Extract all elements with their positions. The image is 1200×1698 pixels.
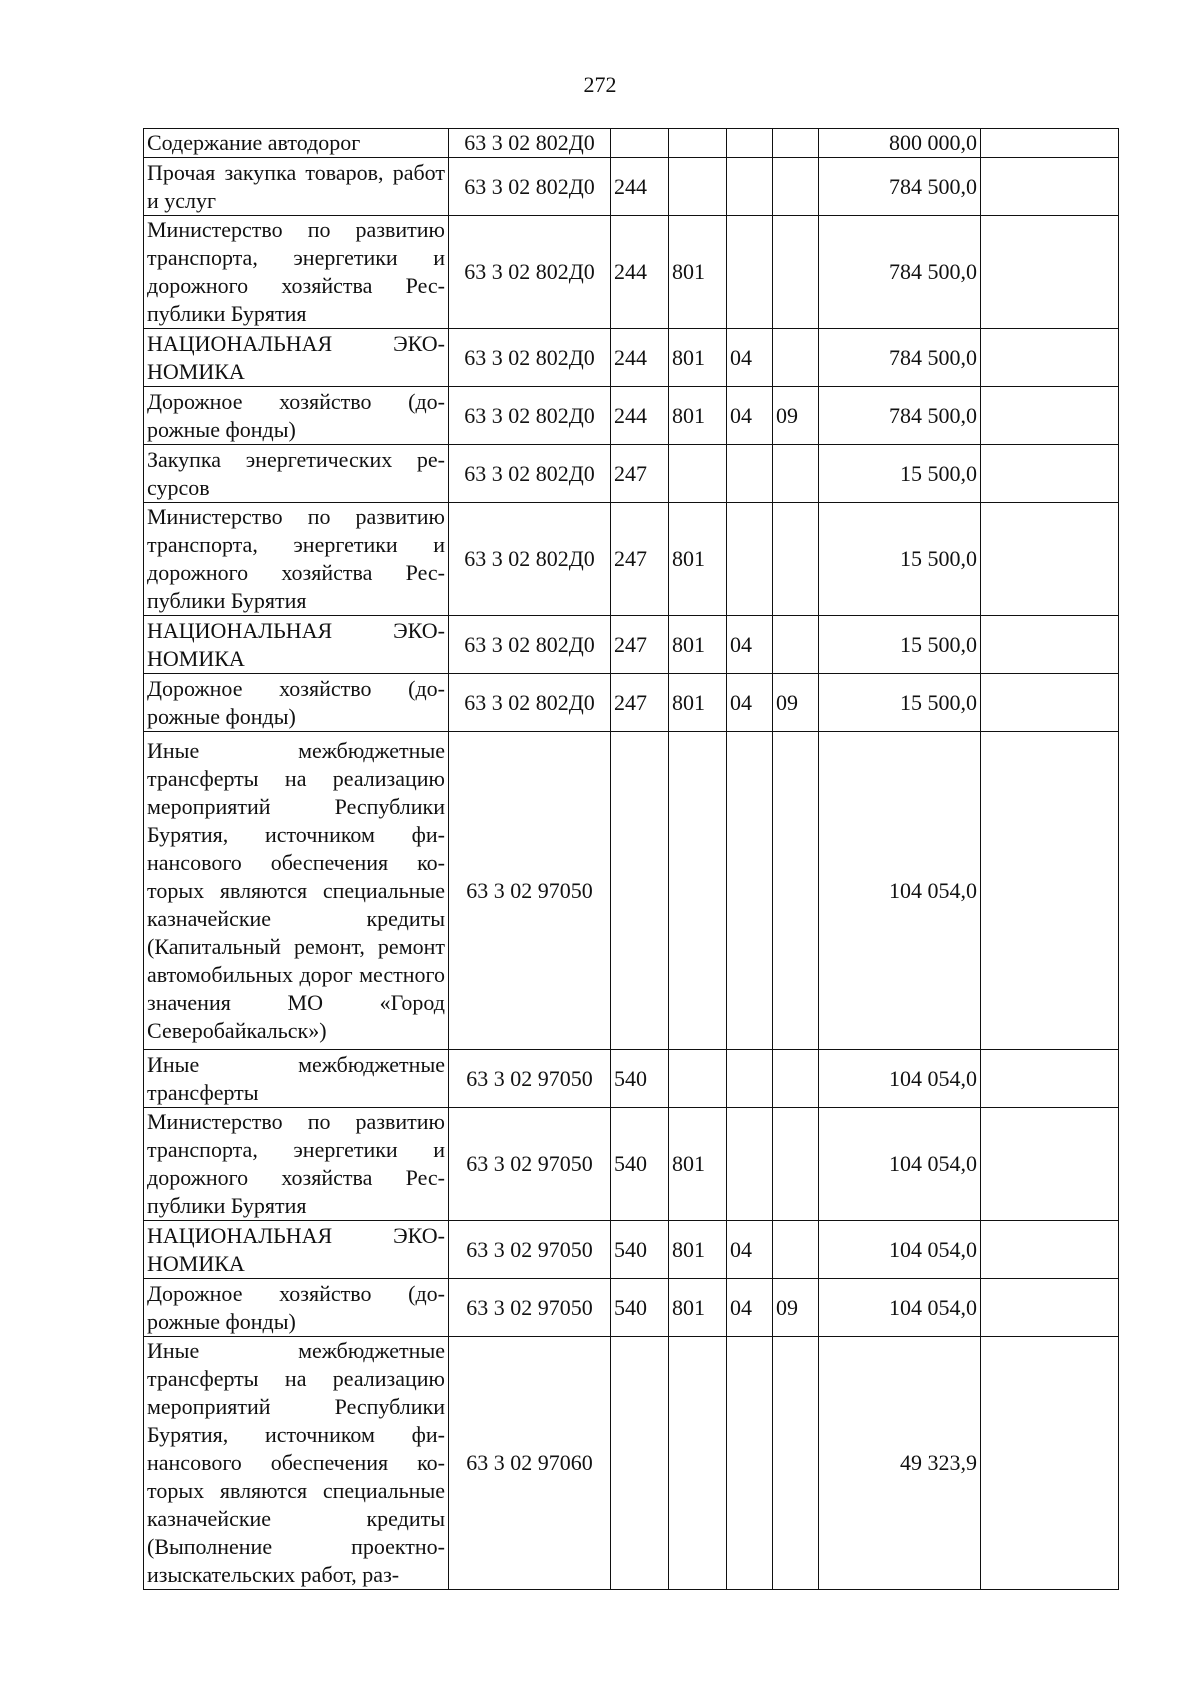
row-name-cell: Иные межбюджетные трансферты [144, 1050, 449, 1108]
row-name-cell: Иные межбюджетные трансферты на реализацию мероприятий Республики Бурятия, источником финансового обеспечения которых являются специальные казначейские кредиты (Капитальный ремонт, ремонт автомобильных дорог местного значения МО «Город Северобайкальск») [144, 732, 449, 1050]
target-article-code-cell: 63 3 02 802Д0 [449, 129, 611, 158]
table-row [144, 129, 1119, 158]
main-manager-code-cell [669, 1050, 727, 1108]
expense-type-cell: 247 [611, 503, 669, 616]
main-manager-code-cell: 801 [669, 1279, 727, 1337]
extra-cell [981, 158, 1119, 216]
extra-cell [981, 129, 1119, 158]
amount-cell: 784 500,0 [819, 216, 981, 329]
extra-cell [981, 387, 1119, 445]
expense-type-cell: 247 [611, 616, 669, 674]
main-manager-code-cell [669, 158, 727, 216]
target-article-code-cell: 63 3 02 802Д0 [449, 445, 611, 503]
section-code-cell [727, 158, 773, 216]
table-row [144, 1221, 1119, 1279]
target-article-code-cell: 63 3 02 802Д0 [449, 503, 611, 616]
amount-cell: 15 500,0 [819, 674, 981, 732]
extra-cell [981, 445, 1119, 503]
main-manager-code-cell: 801 [669, 503, 727, 616]
extra-cell [981, 1337, 1119, 1590]
page-number: 272 [583, 72, 617, 97]
section-code-cell: 04 [727, 387, 773, 445]
target-article-code-cell: 63 3 02 97050 [449, 732, 611, 1050]
expense-type-cell: 244 [611, 329, 669, 387]
main-manager-code-cell [669, 732, 727, 1050]
amount-cell: 104 054,0 [819, 1221, 981, 1279]
row-name-cell: Закупка энергетических ресурсов [144, 445, 449, 503]
extra-cell [981, 1279, 1119, 1337]
amount-cell: 800 000,0 [819, 129, 981, 158]
subsection-code-cell: 09 [773, 387, 819, 445]
amount-cell: 784 500,0 [819, 329, 981, 387]
table-row [144, 158, 1119, 216]
row-name-cell: Министерство по развитию транспорта, энергетики и дорожного хозяйства Республики Бурятия [144, 216, 449, 329]
main-manager-code-cell: 801 [669, 1221, 727, 1279]
amount-cell: 104 054,0 [819, 1050, 981, 1108]
subsection-code-cell: 09 [773, 674, 819, 732]
subsection-code-cell [773, 732, 819, 1050]
subsection-code-cell [773, 1337, 819, 1590]
section-code-cell: 04 [727, 616, 773, 674]
row-name-cell: Иные межбюджетные трансферты на реализацию мероприятий Республики Бурятия, источником финансового обеспечения которых являются специальные казначейские кредиты (Выполнение проектно-изыскательских работ, раз- [144, 1337, 449, 1590]
row-name-cell: Министерство по развитию транспорта, энергетики и дорожного хозяйства Республики Бурятия [144, 1108, 449, 1221]
subsection-code-cell [773, 445, 819, 503]
expense-type-cell: 244 [611, 158, 669, 216]
main-manager-code-cell: 801 [669, 216, 727, 329]
expense-type-cell [611, 732, 669, 1050]
subsection-code-cell: 09 [773, 1279, 819, 1337]
section-code-cell: 04 [727, 329, 773, 387]
target-article-code-cell: 63 3 02 97060 [449, 1337, 611, 1590]
target-article-code-cell: 63 3 02 802Д0 [449, 616, 611, 674]
row-name-cell: НАЦИОНАЛЬНАЯ ЭКОНОМИКА [144, 329, 449, 387]
table-row [144, 387, 1119, 445]
amount-cell: 104 054,0 [819, 1279, 981, 1337]
section-code-cell: 04 [727, 674, 773, 732]
budget-table-body [144, 129, 1119, 1590]
target-article-code-cell: 63 3 02 802Д0 [449, 216, 611, 329]
section-code-cell: 04 [727, 1279, 773, 1337]
expense-type-cell: 540 [611, 1050, 669, 1108]
subsection-code-cell [773, 503, 819, 616]
table-row [144, 1050, 1119, 1108]
target-article-code-cell: 63 3 02 97050 [449, 1221, 611, 1279]
table-row [144, 616, 1119, 674]
row-name-cell: НАЦИОНАЛЬНАЯ ЭКОНОМИКА [144, 616, 449, 674]
subsection-code-cell [773, 158, 819, 216]
table-row [144, 674, 1119, 732]
expense-type-cell: 244 [611, 387, 669, 445]
expense-type-cell: 247 [611, 445, 669, 503]
main-manager-code-cell: 801 [669, 387, 727, 445]
extra-cell [981, 216, 1119, 329]
amount-cell: 784 500,0 [819, 158, 981, 216]
subsection-code-cell [773, 329, 819, 387]
extra-cell [981, 674, 1119, 732]
extra-cell [981, 1221, 1119, 1279]
main-manager-code-cell [669, 1337, 727, 1590]
target-article-code-cell: 63 3 02 802Д0 [449, 329, 611, 387]
expense-type-cell: 247 [611, 674, 669, 732]
row-name-cell: Дорожное хозяйство (дорожные фонды) [144, 387, 449, 445]
table-row [144, 503, 1119, 616]
section-code-cell [727, 129, 773, 158]
subsection-code-cell [773, 1108, 819, 1221]
table-row [144, 1337, 1119, 1590]
section-code-cell [727, 1108, 773, 1221]
expense-type-cell [611, 1337, 669, 1590]
subsection-code-cell [773, 1050, 819, 1108]
amount-cell: 104 054,0 [819, 1108, 981, 1221]
row-name-cell: Министерство по развитию транспорта, энергетики и дорожного хозяйства Республики Бурятия [144, 503, 449, 616]
main-manager-code-cell [669, 445, 727, 503]
extra-cell [981, 616, 1119, 674]
section-code-cell: 04 [727, 1221, 773, 1279]
amount-cell: 15 500,0 [819, 616, 981, 674]
main-manager-code-cell: 801 [669, 329, 727, 387]
table-row [144, 216, 1119, 329]
amount-cell: 15 500,0 [819, 445, 981, 503]
section-code-cell [727, 732, 773, 1050]
table-row [144, 732, 1119, 1050]
target-article-code-cell: 63 3 02 97050 [449, 1108, 611, 1221]
extra-cell [981, 329, 1119, 387]
target-article-code-cell: 63 3 02 97050 [449, 1050, 611, 1108]
main-manager-code-cell: 801 [669, 616, 727, 674]
amount-cell: 15 500,0 [819, 503, 981, 616]
table-row [144, 329, 1119, 387]
main-manager-code-cell: 801 [669, 674, 727, 732]
target-article-code-cell: 63 3 02 802Д0 [449, 158, 611, 216]
table-row [144, 445, 1119, 503]
extra-cell [981, 732, 1119, 1050]
row-name-cell: Дорожное хозяйство (дорожные фонды) [144, 1279, 449, 1337]
subsection-code-cell [773, 216, 819, 329]
expense-type-cell: 540 [611, 1221, 669, 1279]
expense-type-cell [611, 129, 669, 158]
budget-table [143, 128, 1119, 1590]
section-code-cell [727, 216, 773, 329]
amount-cell: 49 323,9 [819, 1337, 981, 1590]
expense-type-cell: 540 [611, 1108, 669, 1221]
main-manager-code-cell [669, 129, 727, 158]
row-name-cell: Содержание автодорог [144, 129, 449, 158]
row-name-cell: Дорожное хозяйство (дорожные фонды) [144, 674, 449, 732]
target-article-code-cell: 63 3 02 802Д0 [449, 387, 611, 445]
row-name-cell: НАЦИОНАЛЬНАЯ ЭКОНОМИКА [144, 1221, 449, 1279]
amount-cell: 784 500,0 [819, 387, 981, 445]
expense-type-cell: 540 [611, 1279, 669, 1337]
section-code-cell [727, 445, 773, 503]
extra-cell [981, 1108, 1119, 1221]
target-article-code-cell: 63 3 02 97050 [449, 1279, 611, 1337]
subsection-code-cell [773, 616, 819, 674]
amount-cell: 104 054,0 [819, 732, 981, 1050]
row-name-cell: Прочая закупка товаров, работ и услуг [144, 158, 449, 216]
table-row [144, 1108, 1119, 1221]
target-article-code-cell: 63 3 02 802Д0 [449, 674, 611, 732]
extra-cell [981, 1050, 1119, 1108]
expense-type-cell: 244 [611, 216, 669, 329]
extra-cell [981, 503, 1119, 616]
section-code-cell [727, 1050, 773, 1108]
section-code-cell [727, 503, 773, 616]
subsection-code-cell [773, 129, 819, 158]
table-row [144, 1279, 1119, 1337]
main-manager-code-cell: 801 [669, 1108, 727, 1221]
subsection-code-cell [773, 1221, 819, 1279]
section-code-cell [727, 1337, 773, 1590]
